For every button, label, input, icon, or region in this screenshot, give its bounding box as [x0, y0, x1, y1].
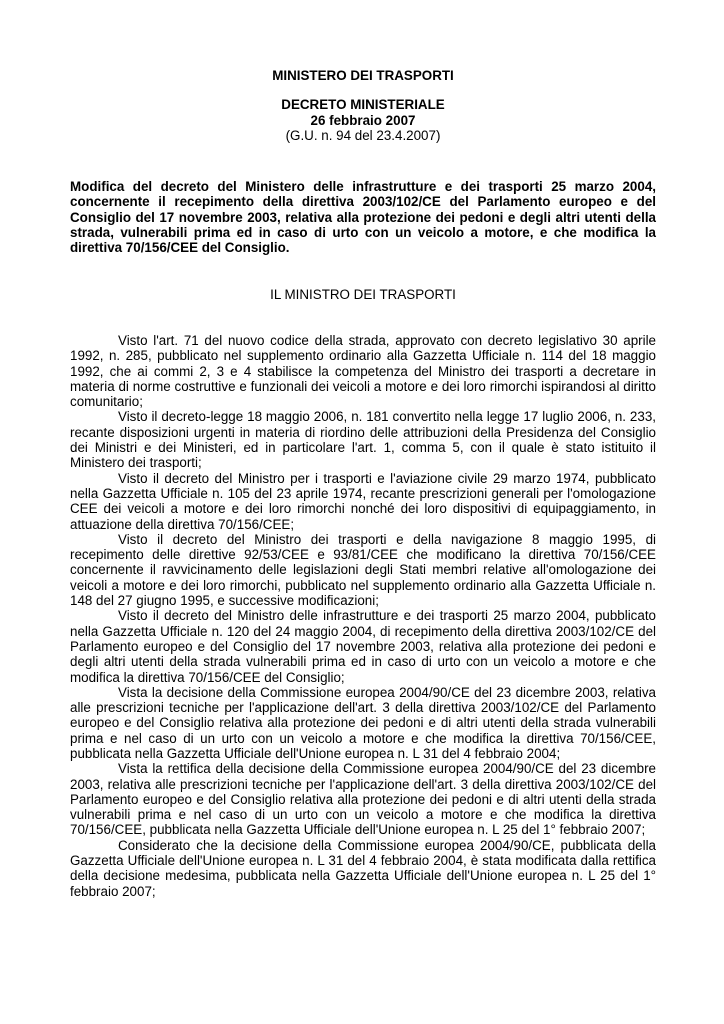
decree-type: DECRETO MINISTERIALE — [281, 97, 445, 113]
preamble-paragraph: Visto l'art. 71 del nuovo codice della strada, approvato con decreto legislativo 30 aprile 1992, n. 285, pubblicato nel supplemento ordinario alla Gazzetta Ufficiale n. 114 del 18 maggio 1992, che ai commi 2, 3 e 4 stabilisce la competenza del Ministro dei trasporti a decretare in materia di norme costruttive e funzionali dei veicoli a motore e dei loro rimorchi ispirandosi al diritto comunitario; — [70, 332, 656, 410]
decree-date: 26 febbraio 2007 — [310, 112, 416, 128]
preamble-paragraph: Considerato che la decisione della Commissione europea 2004/90/CE, pubblicata della Gazzetta Ufficiale dell'Unione europea n. L 31 del 4 febbraio 2004, è stata modificata dalla rettifica della decisione medesima, pubblicata nella Gazzetta Ufficiale dell'Unione europea n. L 25 del 1° febbraio 2007; — [70, 837, 656, 899]
preamble-paragraph: Vista la rettifica della decisione della Commissione europea 2004/90/CE del 23 dicembre 2003, relativa alle prescrizioni tecniche per l'applicazione dell'art. 3 della direttiva 2003/102/CE del Parlamento europeo e del Consiglio relativa alla protezione dei pedoni e di altri utenti della strada vulnerabili prima e nel caso di un urto con un veicolo a motore e che modifica la direttiva 70/156/CEE, pubblicata nella Gazzetta Ufficiale dell'Unione europea n. L 25 del 1° febbraio 2007; — [70, 761, 656, 838]
preamble-paragraph: Visto il decreto del Ministro delle infrastrutture e dei trasporti 25 marzo 2004, pubblicato nella Gazzetta Ufficiale n. 120 del 24 maggio 2004, di recepimento della direttiva 2003/102/CE del Parlamento europeo e del Consiglio del 17 novembre 2003, relativa alla protezione dei pedoni e degli altri utenti della strada vulnerabili prima ed in caso di urto con un veicolo a motore e che modifica la direttiva 70/156/CEE del Consiglio; — [70, 608, 656, 685]
preamble-paragraph: Visto il decreto del Ministro dei trasporti e della navigazione 8 maggio 1995, di recepimento delle direttive 92/53/CEE e 93/81/CEE che modificano la direttiva 70/156/CEE concernente il ravvicinamento delle legislazioni degli Stati membri relative all'omologazione dei veicoli a motore e dei loro rimorchi, pubblicato nel supplemento ordinario alla Gazzetta Ufficiale n. 148 del 27 giugno 1995, e successive modificazioni; — [70, 531, 656, 609]
preamble-paragraph: Visto il decreto-legge 18 maggio 2006, n. 181 convertito nella legge 17 luglio 2006, n. 233, recante disposizioni urgenti in materia di riordino delle attribuzioni della Presidenza del Consiglio dei Ministri e dei Ministeri, ed in particolare l'art. 1, comma 5, con il quale è stato istituito il Ministero dei trasporti; — [70, 409, 656, 471]
ministry-heading: MINISTERO DEI TRASPORTI — [272, 68, 454, 83]
minister-heading: IL MINISTRO DEI TRASPORTI — [270, 286, 456, 302]
preamble-paragraph: Vista la decisione della Commissione europea 2004/90/CE del 23 dicembre 2003, relativa alle prescrizioni tecniche per l'applicazione dell'art. 3 della direttiva 2003/102/CE del Parlamento europeo e del Consiglio relativa alla protezione dei pedoni e di altri utenti della strada vulnerabili prima e nel caso di un urto con un veicolo a motore e che modifica la direttiva 70/156/CEE, pubblicata nella Gazzetta Ufficiale dell'Unione europea n. L 31 del 4 febbraio 2004; — [70, 684, 656, 761]
decree-subject: Modifica del decreto del Ministero delle infrastrutture e dei trasporti 25 marzo 2004, concernente il recepimento della direttiva 2003/102/CE del Parlamento europeo e del Consiglio del 17 novembre 2003, relativa alla protezione dei pedoni e degli altri utenti della strada, vulnerabili prima ed in caso di urto con un veicolo a motore, e che modifica la direttiva 70/156/CEE del Consiglio. — [70, 179, 656, 256]
preamble-paragraph: Visto il decreto del Ministro per i trasporti e l'aviazione civile 29 marzo 1974, pubblicato nella Gazzetta Ufficiale n. 105 del 23 aprile 1974, recante prescrizioni generali per l'omologazione CEE dei veicoli a motore e dei loro rimorchi nonché dei loro dispositivi di equipaggiamento, in attuazione della direttiva 70/156/CEE; — [70, 470, 656, 532]
decree-header — [70, 97, 656, 143]
gazette-reference: (G.U. n. 94 del 23.4.2007) — [285, 127, 441, 143]
document-page — [70, 68, 656, 899]
preamble — [70, 333, 656, 899]
